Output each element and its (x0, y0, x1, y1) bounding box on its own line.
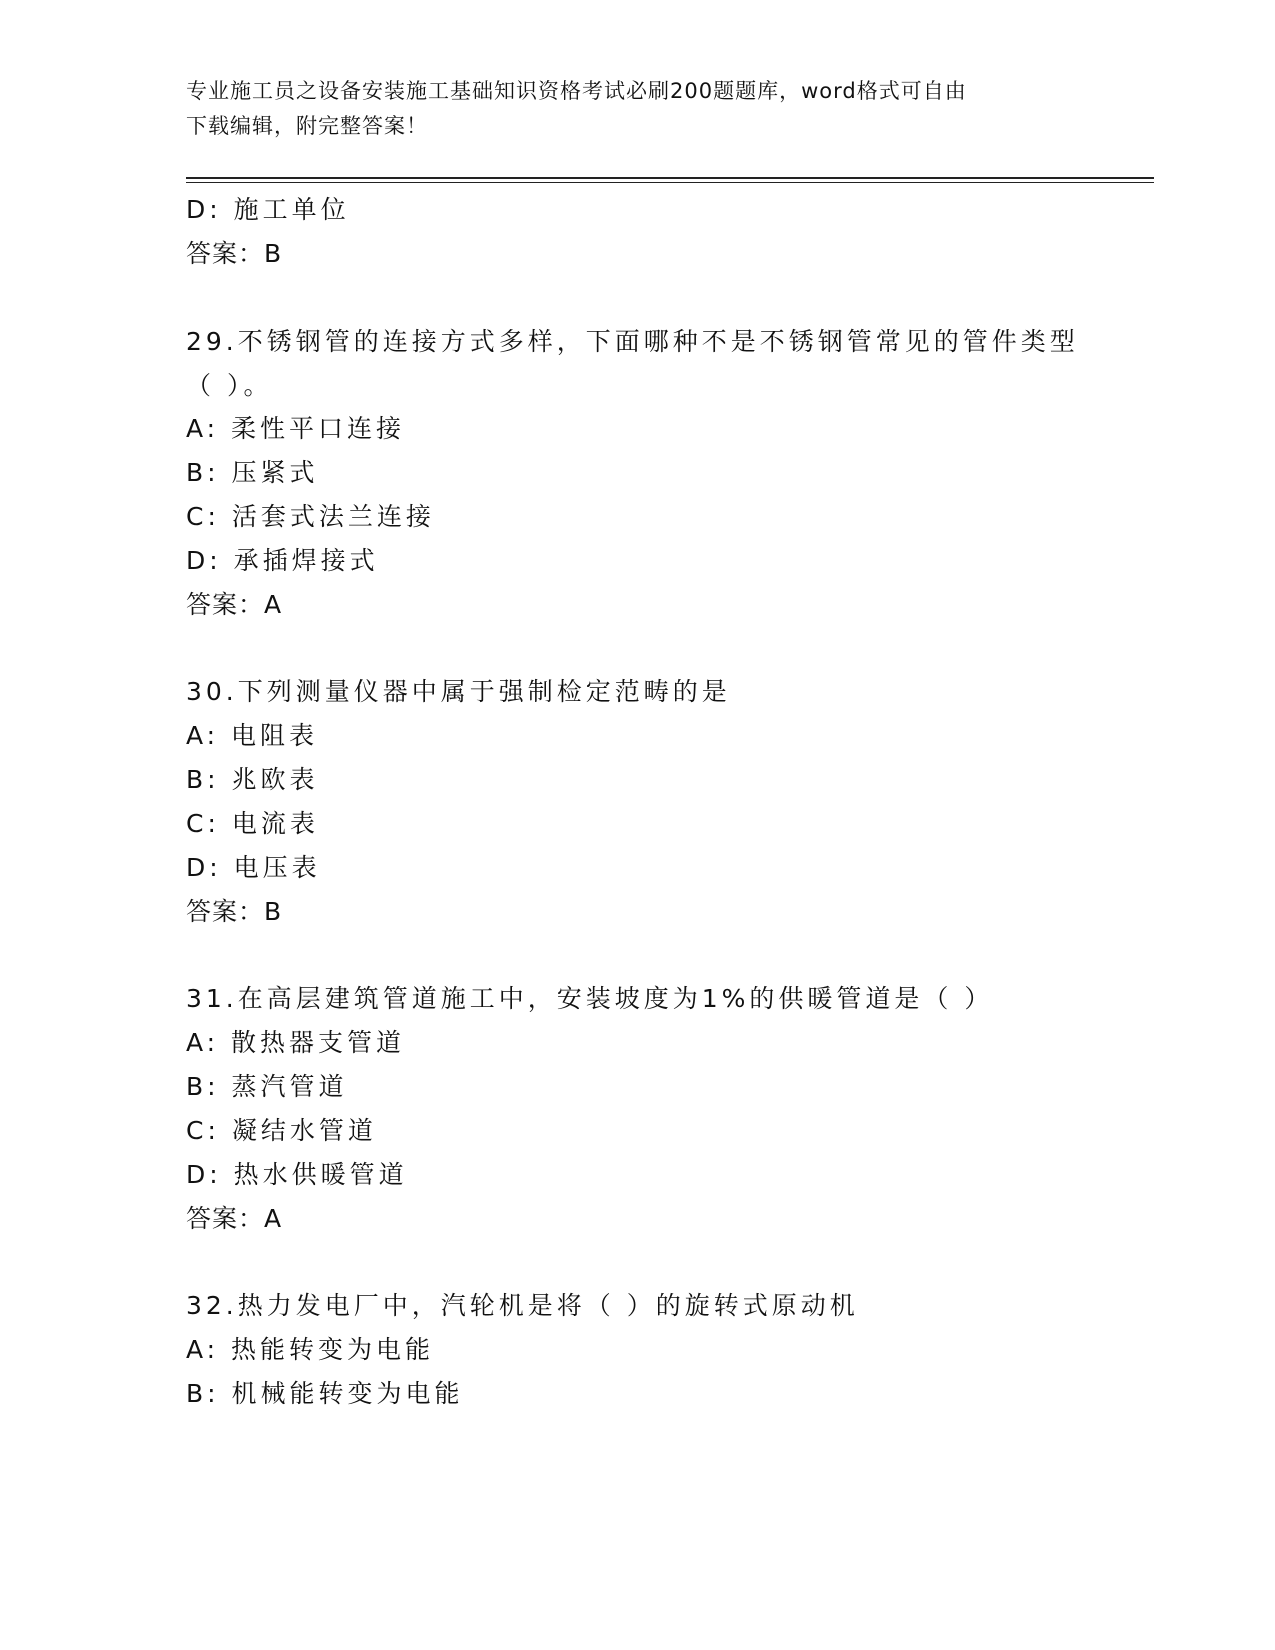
q32-stem: 32.热力发电厂中，汽轮机是将（ ）的旋转式原动机 (186, 1291, 859, 1320)
q28-option-d: D: 施工单位 (186, 195, 350, 224)
q32-option-b: B: 机械能转变为电能 (186, 1379, 464, 1408)
q30-stem: 30.下列测量仪器中属于强制检定范畴的是 (186, 677, 731, 706)
q29-option-c: C: 活套式法兰连接 (186, 502, 435, 531)
q29-stem-line-1: 29.不锈钢管的连接方式多样，下面哪种不是不锈钢管常见的管件类型 (186, 327, 1079, 356)
q30-option-a: A: 电阻表 (186, 721, 319, 750)
q29-answer: 答案：A (186, 590, 283, 619)
q28-answer: 答案：B (186, 239, 283, 268)
q31-option-a: A: 散热器支管道 (186, 1028, 406, 1057)
q30-option-b: B: 兆欧表 (186, 765, 319, 794)
q29-option-a: A: 柔性平口连接 (186, 414, 406, 443)
header-line-1: 专业施工员之设备安装施工基础知识资格考试必刷200题题库，word格式可自由 (186, 79, 967, 103)
header-line-2: 下载编辑，附完整答案！ (186, 114, 428, 138)
q30-answer: 答案：B (186, 897, 283, 926)
header-divider-thin (186, 182, 1154, 183)
q31-stem: 31.在高层建筑管道施工中，安装坡度为1%的供暖管道是（ ） (186, 984, 994, 1013)
q32-option-a: A: 热能转变为电能 (186, 1335, 435, 1364)
header-divider-thick (186, 177, 1154, 179)
q31-answer: 答案：A (186, 1204, 283, 1233)
q31-option-b: B: 蒸汽管道 (186, 1072, 348, 1101)
document-header (186, 74, 1066, 144)
q31-option-c: C: 凝结水管道 (186, 1116, 377, 1145)
q29-stem-line-2: （ ）。 (186, 371, 273, 400)
q29-option-d: D: 承插焊接式 (186, 546, 379, 575)
q30-option-d: D: 电压表 (186, 853, 321, 882)
q31-option-d: D: 热水供暖管道 (186, 1160, 408, 1189)
q29-option-b: B: 压紧式 (186, 458, 319, 487)
q30-option-c: C: 电流表 (186, 809, 319, 838)
